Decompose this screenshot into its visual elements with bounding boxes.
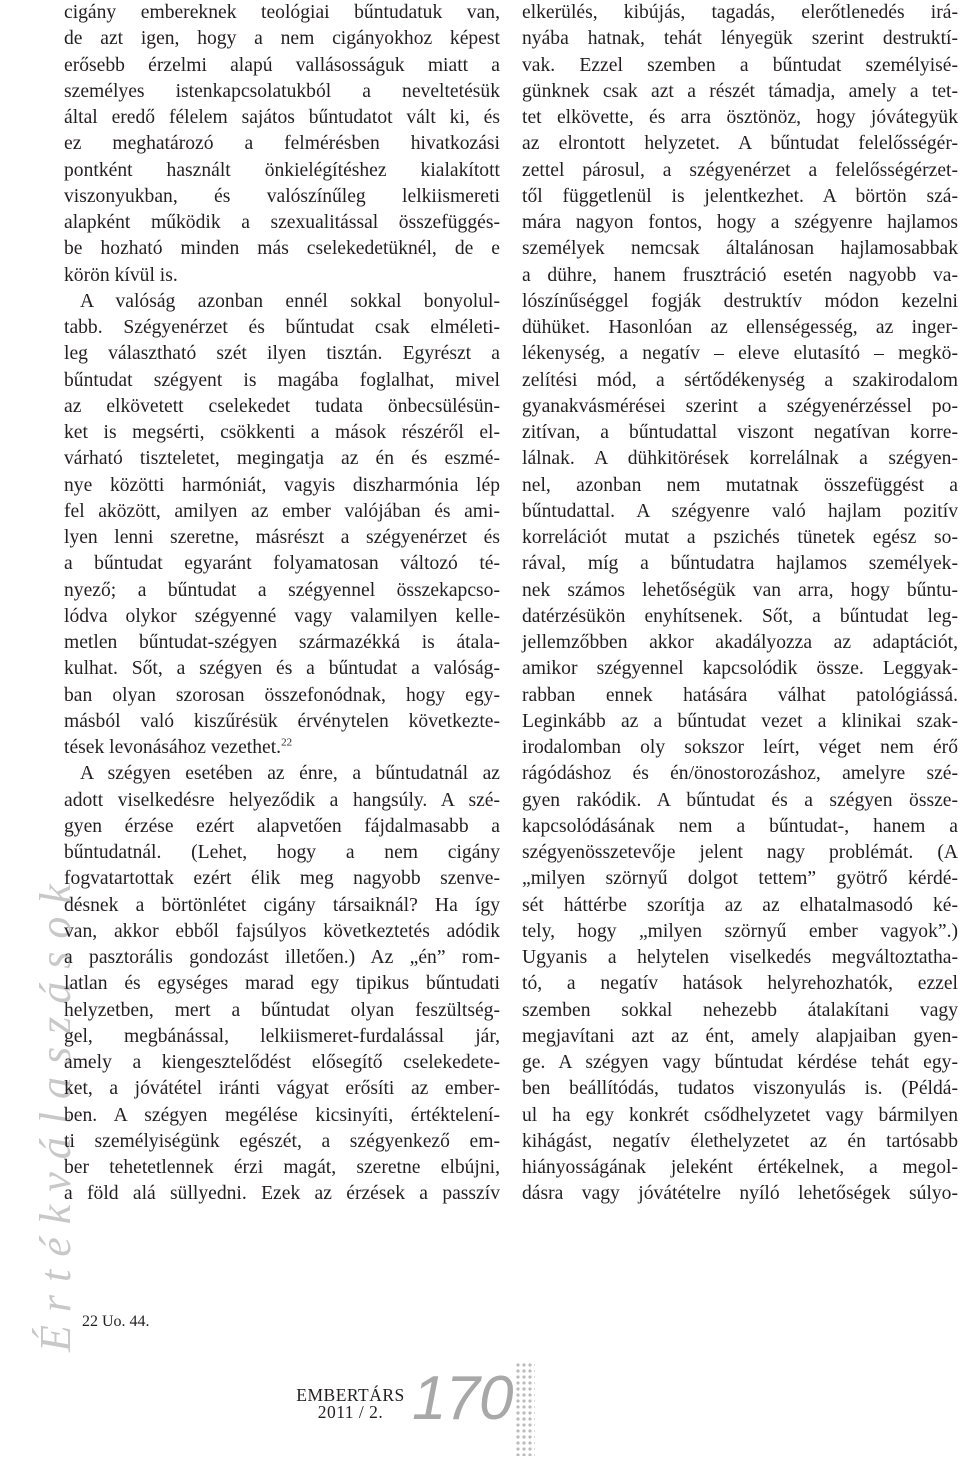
text-line: lószínűséggel fogják destruktív módon kezelni	[522, 290, 958, 312]
text-line: korrelációt mutat a pszichés tünetek egész so-	[522, 527, 958, 548]
text-line: van, akkor ebből fajsúlyos következtetés adódik	[64, 920, 500, 942]
text-line: ge. A szégyen vagy bűntudat kérdése tehát egy-	[522, 1052, 958, 1073]
text-line: személyes istenkapcsolatukból a neveltetésük	[64, 80, 500, 102]
text-line: „milyen szörnyű dolgot tettem” gyötrő kérdé-	[522, 868, 958, 890]
text-line: tely, hogy „milyen szörnyű ember vagyok”.)	[522, 920, 958, 942]
text-line: tések levonásához vezethet.$^{22}$	[64, 736, 293, 758]
text-line: ber tehetetlennek érzi magát, szeretne elbújni,	[64, 1157, 500, 1178]
text-line: cigány embereknek teológiai bűntudatuk van,	[64, 2, 500, 23]
text-line: a pasztorális gondozást illetően.) Az „én” rom-	[64, 947, 500, 968]
text-line: a föld alá süllyedni. Ezek az érzések a passzív	[64, 1183, 500, 1205]
text-line: pontként használt önkielégítéshez kialakított	[64, 159, 500, 181]
text-line: gyen érzése ezért alapvetően fájdalmasabb a	[64, 815, 500, 837]
text-line: nyező; a bűntudat a szégyennel összekapcso-	[64, 579, 500, 601]
journal-issue: 2011 / 2.	[317, 1402, 384, 1422]
text-line: megjavítani azt az ént, amely alapjaiban gyen-	[522, 1025, 958, 1047]
footnote: 22 Uo. 44.	[82, 1313, 150, 1330]
text-line: dásra vagy jóvátételre nyíló lehetőségek súlyo-	[522, 1183, 958, 1205]
text-line: datérzésükön enyhítsenek. Sőt, a bűntudat leg-	[522, 605, 958, 627]
journal-footer	[283, 1387, 418, 1421]
footnote-reference: 22	[281, 736, 293, 749]
text-line: ben. A szégyen megélése kicsinyíti, értéktelení-	[64, 1104, 500, 1126]
text-line: nel, azonban nem mutatnak összefüggést a	[522, 474, 958, 496]
text-line: sét háttérbe szorítja az az elhatalmasodó ké-	[522, 894, 958, 916]
text-line: által eredő félelem sajátos bűntudatot vált ki, és	[64, 107, 500, 128]
text-line: az elkövetett cselekedet tudata önbecsülésün-	[64, 395, 500, 417]
text-line: elkerülés, kibújás, tagadás, elerőtlenedés irá-	[522, 2, 958, 23]
text-line: kulhat. Sőt, a szégyen és a bűntudat a valóság-	[64, 658, 500, 680]
text-line: személyek nemcsak általánosan hajlamosabbak	[522, 238, 958, 260]
journal-name: EMBERTÁRS	[296, 1385, 405, 1405]
text-line: ban olyan szorosan összefonódnak, hogy egy-	[64, 684, 500, 706]
text-line: amely a kiengesztelődést elősegítő cselekedete-	[64, 1052, 500, 1073]
text-line: viszonyukban, és valószínűleg lelkiismereti	[64, 185, 500, 207]
text-line: leg választható szét ilyen tisztán. Egyrészt a	[64, 343, 500, 365]
text-line: hiányosságának jeleként értékelnek, a megol-	[522, 1157, 958, 1178]
text-line: lálnak. A dühkitörések korrelálnak a szégyen-	[522, 448, 958, 470]
text-line: a bűntudat egyaránt folyamatosan változó té-	[64, 553, 500, 575]
text-line: alapként működik a szexualitással összefüggés-	[64, 212, 500, 233]
text-line: kihágást, negatív élethelyzetet az én tartósabb	[522, 1130, 958, 1152]
right-text-column	[522, 0, 958, 1208]
text-line: várható tiszteletet, megingatja az én és eszmé-	[64, 448, 500, 470]
text-line: bűntudat szégyent is magába foglalhat, mivel	[64, 369, 500, 391]
text-line: adott viselkedésre helyeződik a hangsúly. A szé-	[64, 789, 500, 811]
text-line: gel, megbánással, lelkiismeret-furdalással jár,	[64, 1025, 500, 1047]
text-line: gyanakvásmérései szerint a szégyenérzéssel po-	[522, 395, 958, 417]
page-number: 170	[412, 1364, 513, 1433]
text-line: másból való kiszűrésük érvénytelen következte-	[64, 710, 500, 732]
text-line: bűntudatnál. (Lehet, hogy a nem cigány	[64, 842, 500, 863]
text-line: szemben sokkal nehezebb átalakítani vagy	[522, 999, 958, 1021]
text-line: de azt igen, hogy a nem cigányokhoz képest	[64, 28, 500, 50]
text-line: zitívan, a bűntudattal viszont negatívan korre-	[522, 422, 958, 443]
text-line: mára nagyon fontos, hogy a szégyenre hajlamos	[522, 212, 958, 233]
text-line: ket, a jóvátétel iránti vágyat erősíti az ember-	[64, 1078, 500, 1100]
text-line: zettel párosul, a szégyenérzet a felelősségérzet-	[522, 159, 958, 181]
text-line: A szégyen esetében az énre, a bűntudatnál az	[80, 763, 500, 785]
text-line: günknek csak azt a részét támadja, amely a tet-	[522, 80, 958, 102]
text-line: latlan és egységes marad egy tipikus bűntudati	[64, 973, 500, 995]
text-line: jellemzőbben akkor akadályozza az adaptációt,	[522, 632, 958, 653]
text-line: ti személyiségünk egészét, a szégyenkező em-	[64, 1130, 500, 1152]
text-line: az elrontott helyzetet. A bűntudat felelősségér-	[522, 133, 958, 155]
text-line: ul ha egy konkrét csődhelyzetet vagy bármilyen	[522, 1104, 958, 1126]
text-line: től függetlenül is jelentkezhet. A börtön szá-	[522, 185, 958, 207]
text-line: metlen bűntudat-szégyen származékká is átala-	[64, 632, 500, 653]
text-line: fogvatartottak ezért élik meg nagyobb szenve-	[64, 868, 500, 890]
section-title-vertical: Értékválaszások	[31, 871, 80, 1352]
text-line: tet elkövette, és arra ösztönöz, hogy jóvátegyük	[522, 107, 958, 128]
text-line: Ugyanis a helytelen viselkedés megváltoztatha-	[522, 947, 958, 968]
text-line: lódva olykor szégyenné vagy valamilyen kelle-	[64, 605, 500, 627]
text-line: rabban ennek hatására válhat patológiássá.	[522, 684, 958, 706]
text-line: irodalomban oly sokszor leírt, véget nem érő	[522, 737, 958, 758]
text-line: ben beállítódás, tudatos viszonyulás is. (Példá-	[522, 1078, 958, 1100]
text-line: Leginkább az a bűntudat vezet a klinikai szak-	[522, 710, 958, 732]
section-sidebar	[0, 752, 80, 1352]
text-line: désnek a börtönlétet cigány társaiknál? Ha így	[64, 894, 500, 916]
left-text-column	[64, 0, 500, 1208]
text-line: dühüket. Hasonlóan az ellenségesség, az inger-	[522, 317, 958, 338]
text-line: lékenység, a negatív – eleve elutasító – megkö-	[522, 343, 958, 365]
text-line: lyen lenni szeretne, másrészt a szégyenérzet és	[64, 527, 500, 548]
text-line: a dühre, hanem frusztráció esetén nagyobb va-	[522, 264, 958, 286]
text-line: fel aközött, amilyen az ember valójában és ami-	[64, 500, 500, 522]
text-line: erősebb érzelmi alapú vallásosságuk miatt a	[64, 54, 500, 76]
text-line: ez meghatározó a felmérésben hivatkozási	[64, 133, 500, 155]
text-line: tó, a negatív hatások helyrehozhatók, ezzel	[522, 973, 958, 995]
text-line: ket is megsérti, csökkenti a mások részéről el-	[64, 422, 500, 443]
text-line: helyzetben, mert a bűntudat olyan feszültség-	[64, 999, 500, 1021]
text-line: kapcsolódásának nem a bűntudat-, hanem a	[522, 815, 958, 837]
decorative-dot-pattern	[515, 1362, 535, 1456]
text-line: amikor szégyennel kapcsolódik össze. Leggyak-	[522, 658, 958, 680]
text-line: rával, míg a bűntudatra hajlamos személyek-	[522, 553, 958, 575]
text-line: be hozható minden más cselekedetüknél, de e	[64, 238, 500, 260]
text-line: rágódáshoz és én/önostorozáshoz, amelyre szé-	[522, 763, 958, 785]
text-line: szégyenösszetevője jelent nagy problémát. (A	[522, 842, 958, 863]
text-line: tabb. Szégyenérzet és bűntudat csak elméleti-	[64, 317, 500, 338]
text-line: nye közötti harmóniát, vagyis diszharmónia lép	[64, 474, 500, 496]
text-line: bűntudattal. A szégyenre való hajlam pozitív	[522, 500, 958, 522]
text-line: vak. Ezzel szemben a bűntudat személyisé-	[522, 54, 958, 76]
text-line: A valóság azonban ennél sokkal bonyolul-	[80, 290, 500, 312]
text-line: körön kívül is.	[64, 264, 178, 286]
text-line: nek számos lehetőségük van arra, hogy bűntu-	[522, 579, 958, 601]
text-line: gyen rakódik. A bűntudat és a szégyen össze-	[522, 789, 958, 811]
text-line: zelítési mód, a sértődékenység a szakirodalom	[522, 369, 958, 391]
text-line: nyába hatnak, tehát lényegük szerint destruktí-	[522, 28, 958, 50]
